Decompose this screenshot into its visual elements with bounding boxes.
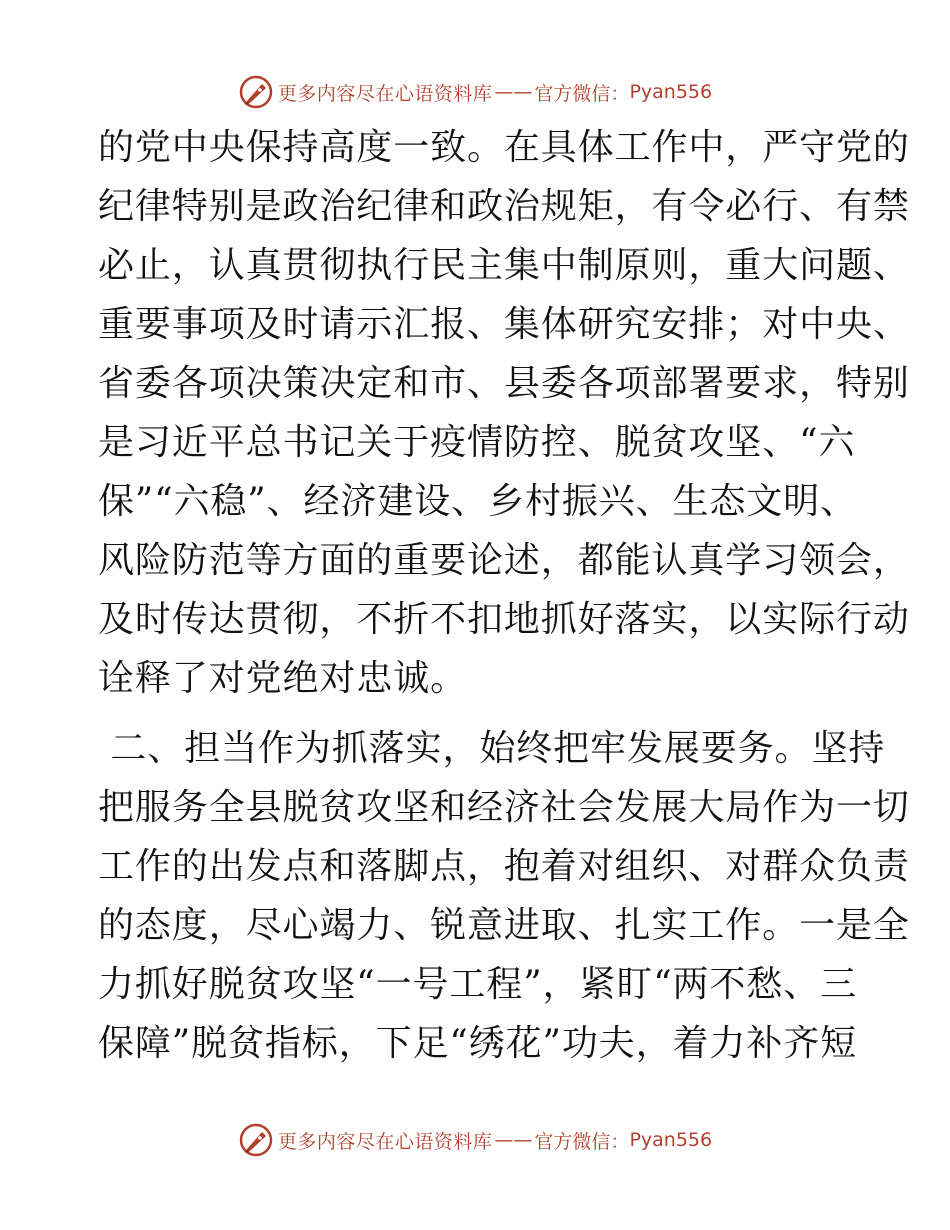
watermark-separator: —— xyxy=(494,1129,533,1151)
text-line: 必止，认真贯彻执行民主集中制原则，重大问题、 xyxy=(98,245,910,286)
watermark-separator: —— xyxy=(494,81,533,103)
text-line: 省委各项决策决定和市、县委各项部署要求，特别 xyxy=(98,363,910,404)
wechat-label: 官方微信： xyxy=(534,1130,630,1153)
watermark-text: 更多内容尽在心语资料库 xyxy=(277,1130,493,1153)
text-line: 是习近平总书记关于疫情防控、脱贫攻坚、“六 xyxy=(98,422,856,463)
wechat-id: Pyan556 xyxy=(629,81,713,103)
text-line: 纪律特别是政治纪律和政治规矩，有令必行、有禁 xyxy=(98,186,910,227)
text-line: 工作的出发点和落脚点，抱着对组织、对群众负责 xyxy=(98,846,910,887)
paragraph-2 xyxy=(98,719,910,1073)
paragraph-1 xyxy=(98,118,910,708)
text-line: 的党中央保持高度一致。在具体工作中，严守党的 xyxy=(98,127,910,168)
text-line: 诠释了对党绝对忠诚。 xyxy=(98,658,468,699)
watermark-text: 更多内容尽在心语资料库 xyxy=(277,82,493,105)
text-line: 力抓好脱贫攻坚“一号工程”，紧盯“两不愁、三 xyxy=(98,964,858,1005)
text-line: 风险防范等方面的重要论述，都能认真学习领会， xyxy=(98,540,910,581)
paragraph-gap xyxy=(98,708,858,719)
pen-nib-logo-icon xyxy=(238,74,274,110)
wechat-id: Pyan556 xyxy=(629,1129,713,1151)
pen-nib-logo-icon xyxy=(238,1122,274,1158)
text-line: 重要事项及时请示汇报、集体研究安排；对中央、 xyxy=(98,304,910,345)
wechat-label: 官方微信： xyxy=(534,82,630,105)
header-watermark xyxy=(0,72,950,112)
document-body xyxy=(98,118,910,1073)
text-line: 的态度，尽心竭力、锐意进取、扎实工作。一是全 xyxy=(98,905,910,946)
text-line: 把服务全县脱贫攻坚和经济社会发展大局作为一切 xyxy=(98,787,910,828)
text-line: 保障”脱贫指标，下足“绣花”功夫，着力补齐短 xyxy=(98,1023,858,1064)
text-line: 二、担当作为抓落实，始终把牢发展要务。坚持 xyxy=(98,728,886,769)
footer-watermark xyxy=(0,1120,950,1160)
text-line: 及时传达贯彻，不折不扣地抓好落实，以实际行动 xyxy=(98,599,910,640)
text-line: 保”“六稳”、经济建设、乡村振兴、生态文明、 xyxy=(98,481,858,522)
